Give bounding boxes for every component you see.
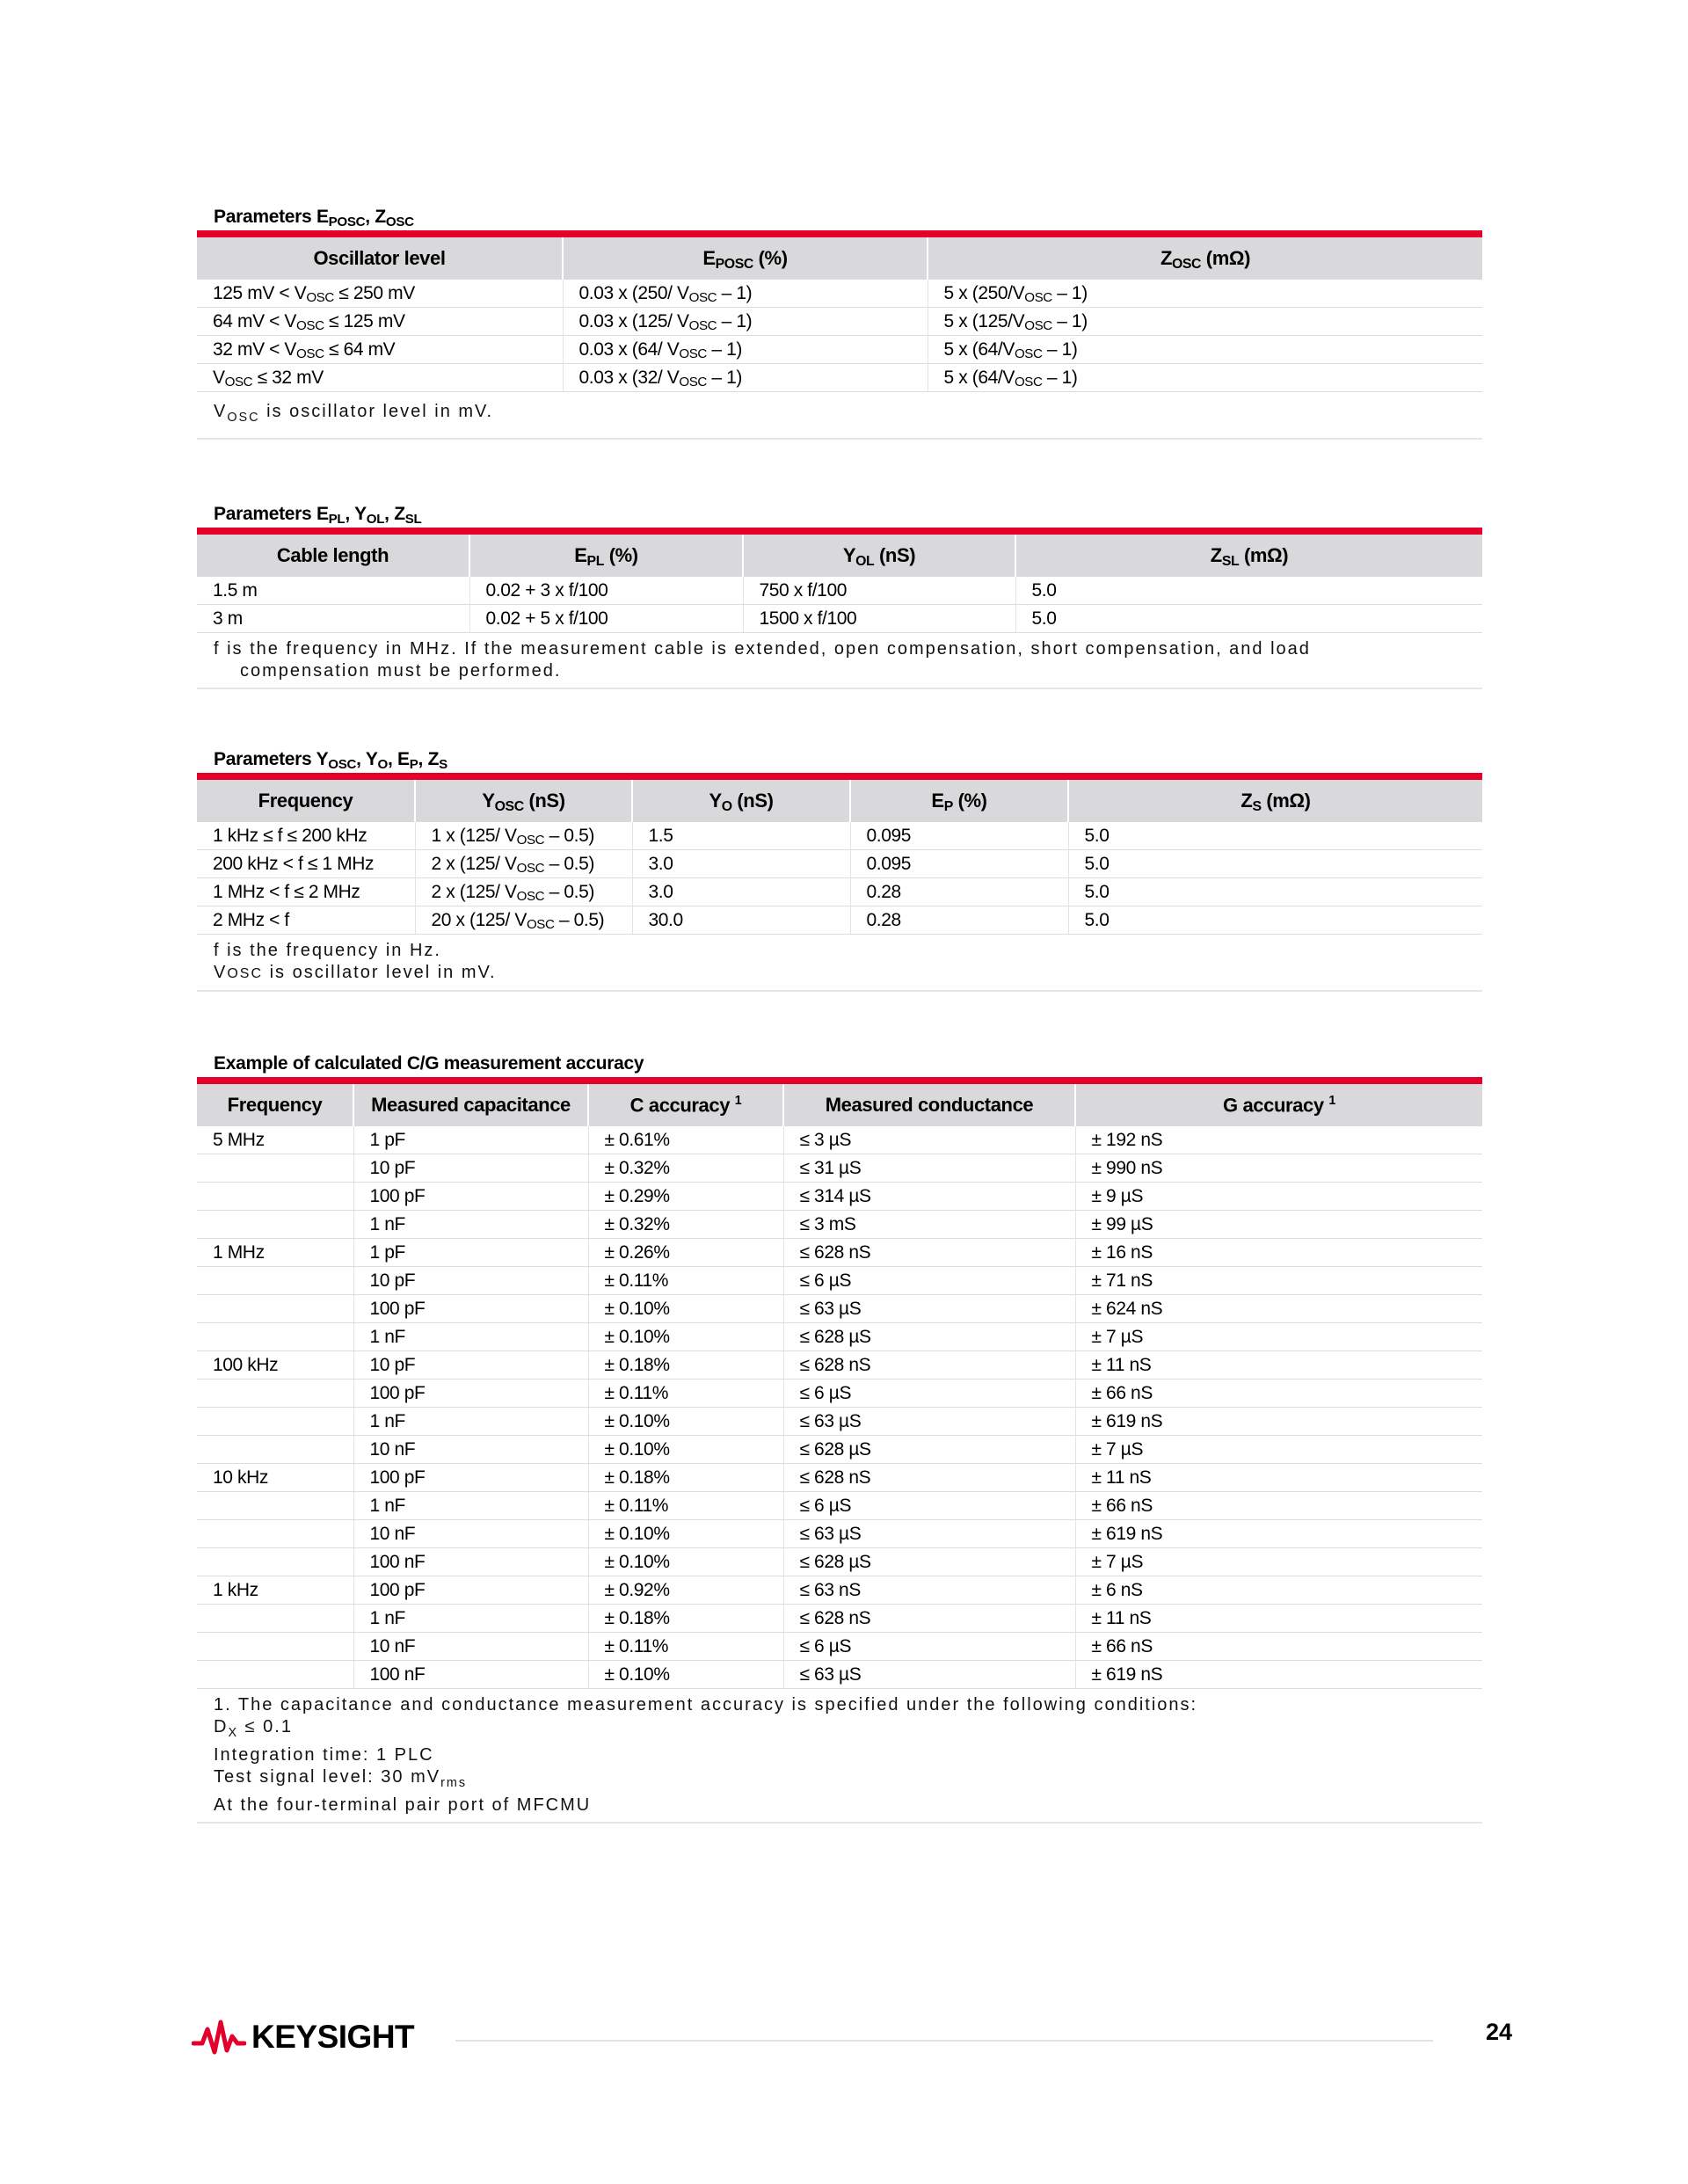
table-cell: [197, 1267, 353, 1295]
table-cell: ± 71 nS: [1075, 1267, 1482, 1295]
table-cell: ± 0.29%: [588, 1183, 783, 1211]
table-row: 125 mV < $V_{OSC} \le 250$ mV 0.03 x (250/ $V_{OSC} - 1$) 5 x $(250/V_{OSC} - 1)$: [197, 280, 1482, 308]
table-cell: ± 0.10%: [588, 1436, 783, 1464]
col-header: Oscillator level: [197, 237, 563, 280]
table-row: [197, 1183, 1482, 1211]
col-header: $E_{PL}$ (%): [469, 535, 743, 577]
table-cell: [197, 1633, 353, 1661]
table-row: [197, 1464, 1482, 1492]
table-cell: ± 0.26%: [588, 1239, 783, 1267]
table-cell: 10 pF: [353, 1154, 588, 1183]
keysight-wave-icon: [192, 2017, 246, 2057]
col-header: $Z_S$ (mΩ): [1068, 780, 1482, 822]
table-cell: ± 7 µS: [1075, 1548, 1482, 1576]
table-cell: ± 0.11%: [588, 1633, 783, 1661]
table-cell: 1 pF: [353, 1239, 588, 1267]
table-cell: ± 0.18%: [588, 1464, 783, 1492]
table-cell: ≤ 31 µS: [783, 1154, 1075, 1183]
table-cell: ± 619 nS: [1075, 1520, 1482, 1548]
section-eposc-zosc: [197, 204, 1482, 440]
table-cell: ≤ 628 nS: [783, 1605, 1075, 1633]
table-cell: ± 66 nS: [1075, 1492, 1482, 1520]
table-cell: ≤ 314 µS: [783, 1183, 1075, 1211]
table-cell: ± 0.10%: [588, 1408, 783, 1436]
table-cell: ± 624 nS: [1075, 1295, 1482, 1323]
table-cell: ± 0.32%: [588, 1211, 783, 1239]
table-cell: ≤ 6 µS: [783, 1633, 1075, 1661]
table-cell: 100 pF: [353, 1464, 588, 1492]
table-cell: ≤ 63 µS: [783, 1661, 1075, 1689]
table-row: [197, 1211, 1482, 1239]
table-cell: ≤ 63 µS: [783, 1408, 1075, 1436]
table-row: [197, 1661, 1482, 1689]
table-row: [197, 1267, 1482, 1295]
table-cell: ≤ 63 µS: [783, 1295, 1075, 1323]
table-cell: ≤ 6 µS: [783, 1267, 1075, 1295]
table-cell: ≤ 3 µS: [783, 1126, 1075, 1154]
col-header: Cable length: [197, 535, 469, 577]
table-row: 2 MHz < f 20 x (125/ $V_{OSC} - 0.5$) 30.0 0.28 5.0: [197, 906, 1482, 935]
table-row: [197, 1436, 1482, 1464]
col-header: Measured capacitance: [353, 1084, 588, 1126]
table-cell: 10 kHz: [197, 1464, 353, 1492]
table-cell: 100 nF: [353, 1661, 588, 1689]
table-cell: 10 nF: [353, 1633, 588, 1661]
table-cell: ± 0.11%: [588, 1492, 783, 1520]
table-cell: [197, 1154, 353, 1183]
table-cell: ± 11 nS: [1075, 1464, 1482, 1492]
section-title: Parameters $E_{POSC}$, $Z_{OSC}$: [214, 207, 414, 229]
table-cell: ± 9 µS: [1075, 1183, 1482, 1211]
table-cell: ± 11 nS: [1075, 1351, 1482, 1380]
table-cell: ≤ 63 nS: [783, 1576, 1075, 1605]
table-row: [197, 1380, 1482, 1408]
table-row: 1.5 m 0.02 + 3 x f/100 750 x f/100 5.0: [197, 577, 1482, 605]
table-row: $V_{OSC} \le 32$ mV 0.03 x (32/ $V_{OSC} - 1$) 5 x $(64/V_{OSC} - 1)$: [197, 364, 1482, 392]
epl-table: [197, 535, 1482, 633]
table-cell: ≤ 628 µS: [783, 1436, 1075, 1464]
table-cell: ± 0.10%: [588, 1520, 783, 1548]
table-cell: 1 nF: [353, 1211, 588, 1239]
col-header: Frequency: [197, 1084, 353, 1126]
table-row: [197, 1576, 1482, 1605]
accent-bar: [197, 773, 1482, 780]
table-cell: ± 0.10%: [588, 1295, 783, 1323]
table-cell: [197, 1408, 353, 1436]
table-cell: 100 kHz: [197, 1351, 353, 1380]
footer-divider: [455, 2040, 1433, 2042]
table-row: [197, 1239, 1482, 1267]
table-cell: [197, 1295, 353, 1323]
table-row: [197, 1351, 1482, 1380]
section-epl-yol-zsl: [197, 501, 1482, 689]
table-cell: [197, 1605, 353, 1633]
table-cell: 100 pF: [353, 1295, 588, 1323]
table-cell: ± 11 nS: [1075, 1605, 1482, 1633]
table-note: f is the frequency in MHz. If the measurement cable is extended, open compensation, short compensation, and load compensation must be performed.: [197, 633, 1482, 689]
table-cell: ± 619 nS: [1075, 1661, 1482, 1689]
table-note: f is the frequency in Hz. VOSC is oscillator level in mV.: [197, 935, 1482, 992]
col-header: $Y_{OSC}$ (nS): [415, 780, 632, 822]
col-header: G accuracy $^1$: [1075, 1084, 1482, 1126]
table-cell: [197, 1323, 353, 1351]
table-cell: ≤ 628 µS: [783, 1323, 1075, 1351]
table-row: [197, 1605, 1482, 1633]
table-cell: ± 0.18%: [588, 1605, 783, 1633]
table-cell: ≤ 3 mS: [783, 1211, 1075, 1239]
table-row: [197, 1295, 1482, 1323]
table-cell: 100 pF: [353, 1380, 588, 1408]
section-cg-accuracy: [197, 1051, 1482, 1824]
yosc-table: [197, 780, 1482, 935]
table-cell: ± 990 nS: [1075, 1154, 1482, 1183]
table-cell: ± 99 µS: [1075, 1211, 1482, 1239]
table-cell: 1 nF: [353, 1605, 588, 1633]
keysight-logo: [192, 2017, 414, 2057]
table-cell: [197, 1548, 353, 1576]
table-row: 1 MHz < f ≤ 2 MHz 2 x (125/ $V_{OSC} - 0.5$) 3.0 0.28 5.0: [197, 878, 1482, 906]
table-cell: ≤ 628 µS: [783, 1548, 1075, 1576]
table-cell: 10 pF: [353, 1267, 588, 1295]
col-header: $Z_{OSC}$ (mΩ): [928, 237, 1482, 280]
table-cell: 100 nF: [353, 1548, 588, 1576]
table-row: 200 kHz < f ≤ 1 MHz 2 x (125/ $V_{OSC} - 0.5$) 3.0 0.095 5.0: [197, 850, 1482, 878]
table-cell: 1 MHz: [197, 1239, 353, 1267]
table-cell: [197, 1211, 353, 1239]
table-cell: ± 0.61%: [588, 1126, 783, 1154]
section-title: Parameters $Y_{OSC}$, $Y_O$, $E_P$, $Z_S$: [214, 749, 447, 772]
table-cell: [197, 1492, 353, 1520]
table-cell: [197, 1183, 353, 1211]
table-cell: ± 0.11%: [588, 1267, 783, 1295]
page-number: 24: [1485, 2019, 1512, 2045]
table-cell: ≤ 628 nS: [783, 1464, 1075, 1492]
table-note: $V_{OSC}$ is oscillator level in mV.: [197, 392, 1482, 440]
table-cell: ± 6 nS: [1075, 1576, 1482, 1605]
table-cell: ± 0.32%: [588, 1154, 783, 1183]
table-cell: 100 pF: [353, 1183, 588, 1211]
table-cell: ≤ 628 nS: [783, 1239, 1075, 1267]
table-cell: ± 192 nS: [1075, 1126, 1482, 1154]
table-row: [197, 1154, 1482, 1183]
table-cell: 10 nF: [353, 1436, 588, 1464]
table-cell: ≤ 628 nS: [783, 1351, 1075, 1380]
col-header: $Y_O$ (nS): [632, 780, 850, 822]
col-header: Frequency: [197, 780, 415, 822]
table-cell: ± 0.18%: [588, 1351, 783, 1380]
table-cell: [197, 1380, 353, 1408]
brand-name: KEYSIGHT: [251, 2019, 415, 2055]
table-cell: 1 pF: [353, 1126, 588, 1154]
table-cell: 10 pF: [353, 1351, 588, 1380]
col-header: Measured conductance: [783, 1084, 1075, 1126]
table-cell: 100 pF: [353, 1576, 588, 1605]
table-cell: ≤ 63 µS: [783, 1520, 1075, 1548]
table-cell: ± 7 µS: [1075, 1323, 1482, 1351]
table-cell: ± 619 nS: [1075, 1408, 1482, 1436]
table-cell: [197, 1520, 353, 1548]
table-cell: ± 16 nS: [1075, 1239, 1482, 1267]
table-cell: ± 0.10%: [588, 1661, 783, 1689]
table-cell: ≤ 6 µS: [783, 1492, 1075, 1520]
table-cell: 1 nF: [353, 1492, 588, 1520]
table-row: [197, 1492, 1482, 1520]
accent-bar: [197, 1077, 1482, 1084]
table-row: [197, 1323, 1482, 1351]
table-row: 1 kHz ≤ f ≤ 200 kHz 1 x (125/ $V_{OSC} - 0.5$) 1.5 0.095 5.0: [197, 822, 1482, 850]
accent-bar: [197, 528, 1482, 535]
col-header: C accuracy $^1$: [588, 1084, 783, 1126]
col-header: $E_P$ (%): [850, 780, 1068, 822]
section-yosc-yo-ep-zs: [197, 746, 1482, 992]
table-cell: [197, 1661, 353, 1689]
section-title: Parameters $E_{PL}$, $Y_{OL}$, $Z_{SL}$: [214, 504, 422, 527]
table-cell: ± 0.10%: [588, 1323, 783, 1351]
table-row: 32 mV < $V_{OSC} \le 64$ mV 0.03 x (64/ $V_{OSC} - 1$) 5 x $(64/V_{OSC} - 1)$: [197, 336, 1482, 364]
table-cell: ± 0.92%: [588, 1576, 783, 1605]
table-cell: ≤ 6 µS: [783, 1380, 1075, 1408]
table-cell: 1 kHz: [197, 1576, 353, 1605]
col-header: $Z_{SL}$ (mΩ): [1015, 535, 1482, 577]
table-cell: 5 MHz: [197, 1126, 353, 1154]
col-header: $E_{POSC}$ (%): [563, 237, 928, 280]
table-cell: ± 7 µS: [1075, 1436, 1482, 1464]
table-row: [197, 1408, 1482, 1436]
table-cell: ± 0.11%: [588, 1380, 783, 1408]
cg-accuracy-table: [197, 1084, 1482, 1689]
table-cell: 1 nF: [353, 1408, 588, 1436]
table-note: 1. The capacitance and conductance measurement accuracy is specified under the following conditions: $D_X \le 0.1$ Integration time: 1 PLC Test signal level: 30 $mV_{rms}$ At the four-terminal pair port of MFCMU: [197, 1689, 1482, 1824]
accent-bar: [197, 230, 1482, 237]
section-title: Example of calculated C/G measurement accuracy: [214, 1053, 644, 1074]
table-cell: ± 66 nS: [1075, 1380, 1482, 1408]
table-row: [197, 1548, 1482, 1576]
table-row: 3 m 0.02 + 5 x f/100 1500 x f/100 5.0: [197, 605, 1482, 633]
table-cell: ± 0.10%: [588, 1548, 783, 1576]
table-cell: 1 nF: [353, 1323, 588, 1351]
table-row: [197, 1633, 1482, 1661]
table-row: [197, 1520, 1482, 1548]
table-row: [197, 1126, 1482, 1154]
table-row: 64 mV < $V_{OSC} \le 125$ mV 0.03 x (125/ $V_{OSC} - 1$) 5 x $(125/V_{OSC} - 1)$: [197, 308, 1482, 336]
table-cell: [197, 1436, 353, 1464]
col-header: $Y_{OL}$ (nS): [743, 535, 1015, 577]
eposc-table: [197, 237, 1482, 392]
table-cell: ± 66 nS: [1075, 1633, 1482, 1661]
table-cell: 10 nF: [353, 1520, 588, 1548]
